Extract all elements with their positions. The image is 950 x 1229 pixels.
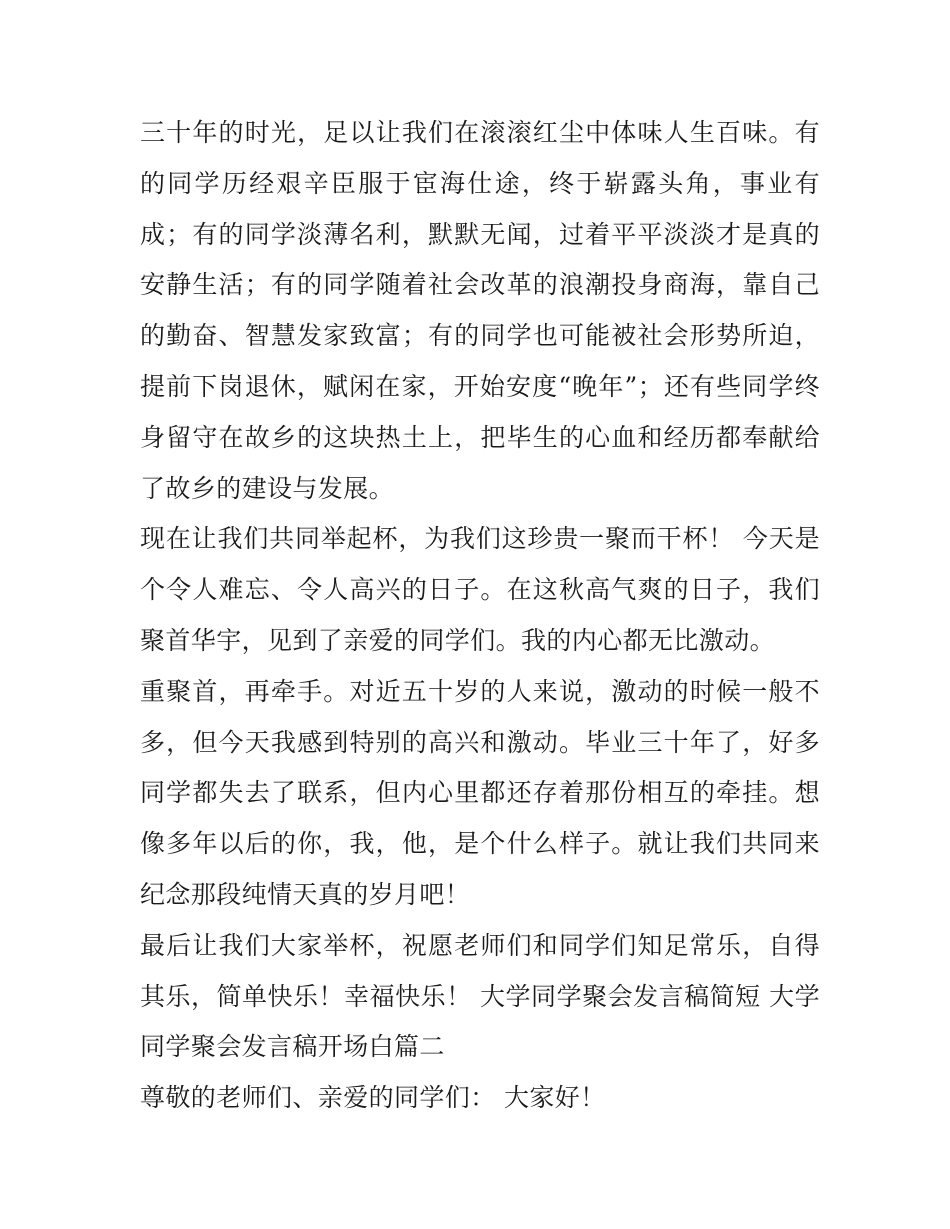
paragraph-3: 重聚首，再牵手。对近五十岁的人来说，激动的时候一般不多，但今天我感到特别的高兴和激动。毕业三十年了，好多同学都失去了联系，但内心里都还存着那份相互的牵挂。想像多年以后的你，我，他，是个什么样子。就让我们共同来纪念那段纯情天真的岁月吧！: [140, 676, 820, 909]
paragraph-4: 最后让我们大家举杯，祝愿老师们和同学们知足常乐，自得其乐，简单快乐！幸福快乐！ 大学同学聚会发言稿简短 大学同学聚会发言稿开场白篇二: [140, 930, 820, 1062]
paragraph-5: 尊敬的老师们、亲爱的同学们： 大家好！: [140, 1083, 606, 1113]
document-body: [140, 108, 820, 1124]
paragraph-1: 三十年的时光，足以让我们在滚滚红尘中体味人生百味。有的同学历经艰辛臣服于宦海仕途，终于崭露头角，事业有成；有的同学淡薄名利，默默无闻，过着平平淡淡才是真的安静生活；有的同学随着社会改革的浪潮投身商海，靠自己的勤奋、智慧发家致富；有的同学也可能被社会形势所迫，提前下岗退休，赋闲在家，开始安度“晚年”；还有些同学终身留守在故乡的这块热土上，把毕生的心血和经历都奉献给了故乡的建设与发展。: [140, 118, 820, 503]
paragraph-2: 现在让我们共同举起杯，为我们这珍贵一聚而干杯！ 今天是个令人难忘、令人高兴的日子。在这秋高气爽的日子，我们聚首华宇，见到了亲爱的同学们。我的内心都无比激动。: [140, 524, 820, 655]
